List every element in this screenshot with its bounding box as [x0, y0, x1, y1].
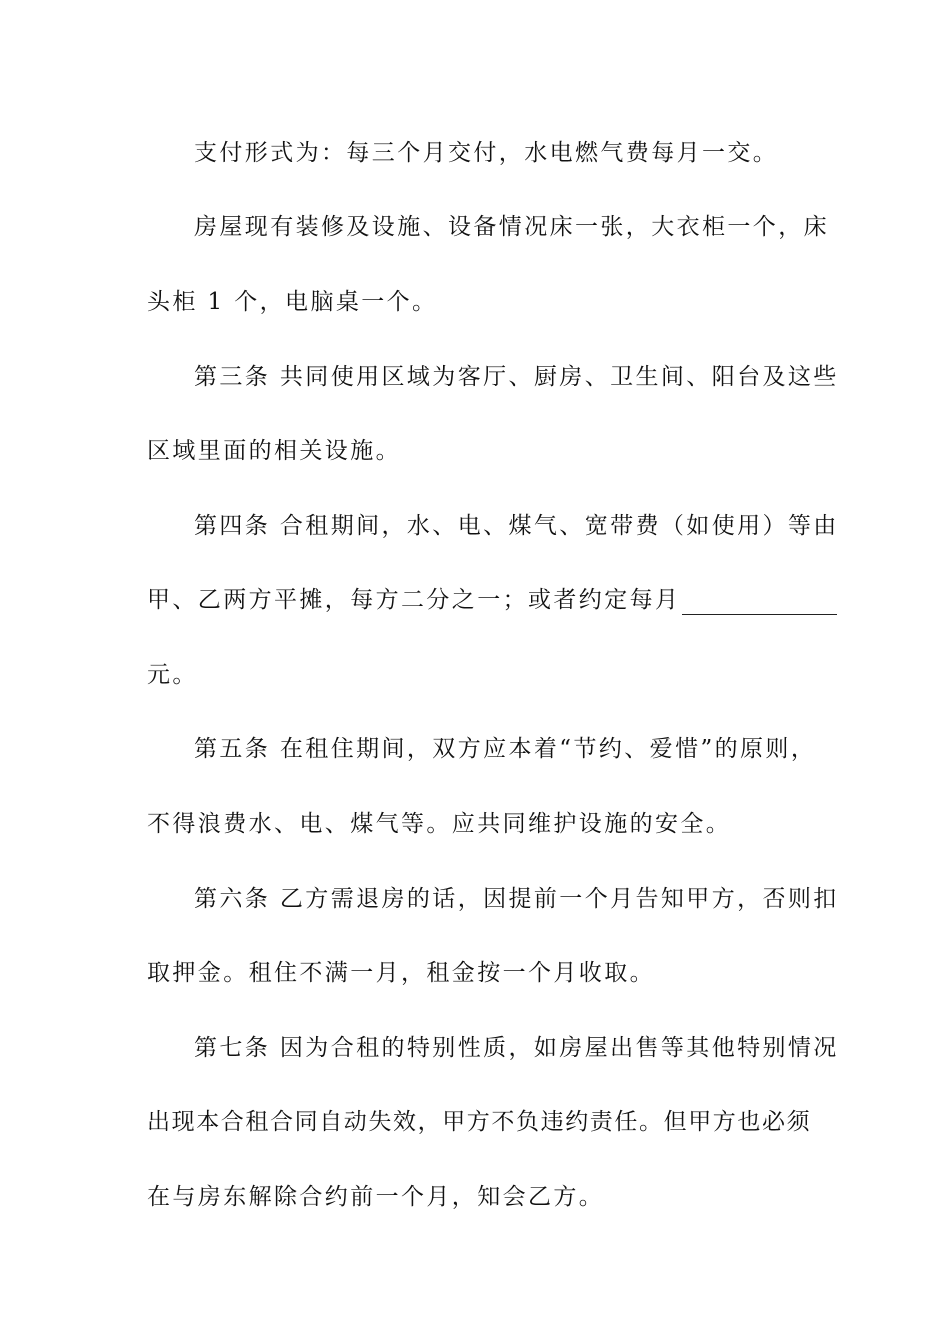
payment-line-1: 支付形式为：每三个月交付，水电燃气费每月一交。 — [194, 140, 779, 166]
facilities-line-1: 房屋现有装修及设施、设备情况床一张，大衣柜一个，床 — [194, 214, 829, 240]
article5-line-2: 不得浪费水、电、煤气等。应共同维护设施的安全。 — [147, 811, 732, 837]
article5-line-1: 第五条 在租住期间，双方应本着“节约、爱惜”的原则， — [194, 736, 817, 762]
article6-line-1: 第六条 乙方需退房的话，因提前一个月告知甲方，否则扣 — [194, 886, 839, 912]
article3-line-1: 第三条 共同使用区域为客厅、厨房、卫生间、阳台及这些 — [194, 364, 839, 390]
article3-line-2: 区域里面的相关设施。 — [147, 438, 401, 464]
article7-line-2: 出现本合租合同自动失效，甲方不负违约责任。但甲方也必须 — [147, 1109, 812, 1135]
article4-line-2: 甲、乙两方平摊，每方二分之一；或者约定每月 — [147, 587, 681, 613]
article4-line-1: 第四条 合租期间，水、电、煤气、宽带费（如使用）等由 — [194, 513, 839, 539]
article7-line-1: 第七条 因为合租的特别性质，如房屋出售等其他特别情况 — [194, 1035, 839, 1061]
article4-line-3: 元。 — [147, 662, 198, 688]
article7-line-3: 在与房东解除合约前一个月，知会乙方。 — [147, 1184, 605, 1210]
article6-line-2: 取押金。租住不满一月，租金按一个月收取。 — [147, 960, 655, 986]
monthly-amount-blank — [682, 592, 837, 615]
article4-line-2-row — [147, 585, 807, 615]
facilities-line-2: 头柜 1 个，电脑桌一个。 — [147, 289, 438, 315]
